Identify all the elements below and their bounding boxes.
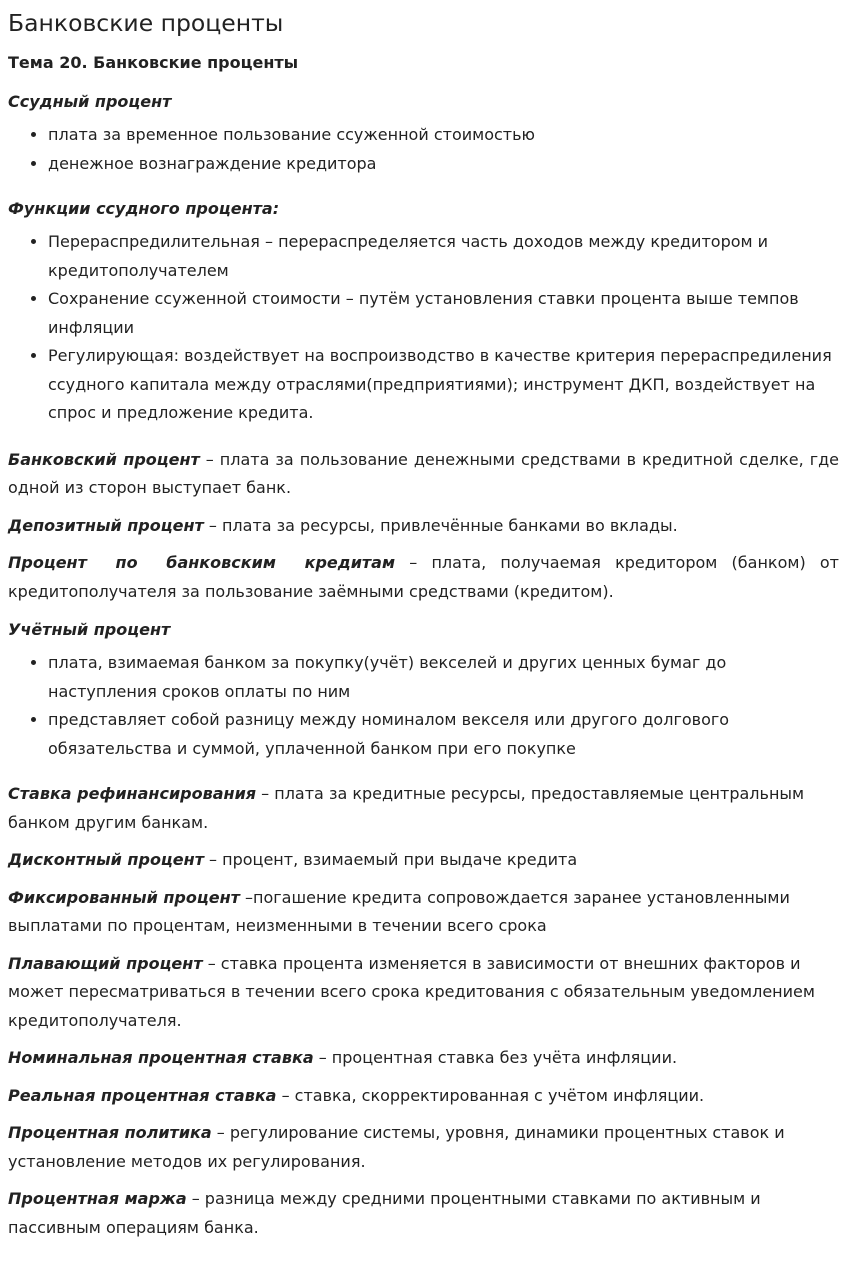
definition-bank-interest (8, 446, 839, 503)
definition-term: Банковский процент (8, 449, 200, 469)
definition-text: – плата за ресурсы, привлечённые банками во вклады. (203, 515, 678, 535)
definition-text: – ставка, скорректированная с учётом инфляции. (276, 1085, 705, 1105)
definition-term: Ставка рефинансирования (8, 784, 257, 803)
definition-refinancing-rate (8, 780, 839, 837)
definition-text: – ставка процента изменяется в зависимости от внешних факторов и может пересматриваться в течении всего срока кредитования с обязательным уведомлением кредитополучателя. (8, 953, 815, 1030)
list-item: • денежное вознаграждение кредитора (48, 150, 839, 179)
definition-text: – плата, получаемая кредитором (банком) от кредитополучателя за пользование заёмными средствами (кредитом). (8, 553, 840, 601)
topic-title: Тема 20. Банковские проценты (8, 53, 299, 72)
definition-text: – плата за кредитные ресурсы, предоставляемые центральным банком другим банкам. (8, 784, 805, 832)
list-item: • Перераспредилительная – перераспределяется часть доходов между кредитором и кредитополучателем (48, 228, 839, 285)
definition-text: – разница между средними процентными ставками по активным и пассивным операциям банка. (8, 1189, 761, 1237)
loan-interest-list (8, 121, 839, 178)
discount-interest-list (8, 649, 839, 763)
definition-discount-interest (8, 846, 839, 875)
definition-floating-interest (8, 950, 839, 1036)
definition-text: –погашение кредита сопровождается заранее установленными выплатами по процентам, неизменными в течении всего срока (8, 887, 790, 935)
list-item: • Регулирующая: воздействует на воспроизводство в качестве критерия перераспредиления ссудного капитала между отраслями(предприятиями); инструмент ДКП, воздействует на спрос и предложение кредита. (48, 342, 839, 428)
definition-term: Процентная маржа (8, 1189, 187, 1208)
discount-interest-heading: Учётный процент (8, 620, 171, 639)
definition-loan-rate (8, 549, 839, 606)
definition-text: – регулирование системы, уровня, динамики процентных ставок и установление методов их регулирования. (8, 1123, 785, 1171)
page-title: Банковские проценты (8, 9, 284, 37)
definition-text: – плата за пользование денежными средствами в кредитной сделке, где одной из сторон выступает банк. (8, 449, 840, 497)
list-item: • плата, взимаемая банком за покупку(учёт) векселей и других ценных бумаг до наступления сроков оплаты по ним (48, 649, 839, 706)
definition-term: Плавающий процент (8, 953, 203, 973)
definition-term: Процентная политика (8, 1123, 212, 1142)
definition-fixed-interest (8, 884, 839, 941)
definition-term: Номинальная процентная ставка (8, 1048, 314, 1067)
definition-interest-margin (8, 1185, 839, 1242)
definition-term: Реальная процентная ставка (8, 1085, 277, 1105)
definition-text: – процентная ставка без учёта инфляции. (313, 1048, 678, 1067)
list-item: • представляет собой разницу между номиналом векселя или другого долгового обязательства и суммой, уплаченной банком при его покупке (48, 706, 839, 763)
definition-term: Депозитный процент (8, 515, 204, 535)
definition-real-rate (8, 1082, 839, 1111)
definition-deposit-interest (8, 512, 839, 541)
article (0, 8, 847, 1242)
loan-interest-heading: Ссудный процент (8, 92, 172, 111)
list-item: • плата за временное пользование ссуженной стоимостью (48, 121, 839, 150)
definition-term: Процент по банковским кредитам (8, 553, 396, 572)
definition-term: Дисконтный процент (8, 850, 204, 869)
functions-list (8, 228, 839, 428)
definition-text: – процент, взимаемый при выдаче кредита (203, 850, 578, 869)
definition-nominal-rate (8, 1044, 839, 1073)
definition-term: Фиксированный процент (8, 887, 240, 907)
definition-interest-policy (8, 1119, 839, 1176)
list-item: • Сохранение ссуженной стоимости – путём установления ставки процента выше темпов инфляции (48, 285, 839, 342)
functions-heading: Функции ссудного процента: (8, 199, 280, 218)
